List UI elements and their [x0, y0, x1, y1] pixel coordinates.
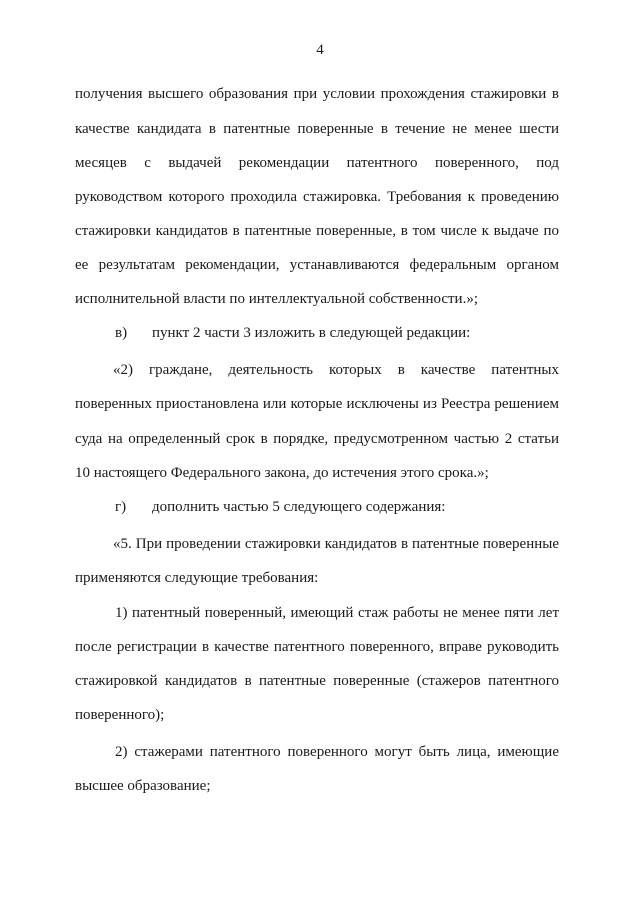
- paragraph-line: качестве кандидата в патентные поверенные в течение не менее шести: [75, 121, 559, 137]
- quote2-line: суда на определенный срок в порядке, предусмотренном частью 2 статьи: [75, 431, 559, 447]
- quote2-line: 10 настоящего Федерального закона, до истечения этого срока.»;: [75, 465, 489, 481]
- quote5-line: «5. При проведении стажировки кандидатов в патентные поверенные: [113, 536, 559, 552]
- paragraph-line: месяцев с выдачей рекомендации патентного поверенного, под: [75, 155, 559, 171]
- paragraph-line: ее результатам рекомендации, устанавливаются федеральным органом: [75, 257, 559, 273]
- item-v-label: в): [115, 325, 128, 341]
- paragraph-line: руководством которого проходила стажировка. Требования к проведению: [75, 189, 559, 205]
- requirement-2-line: высшее образование;: [75, 778, 211, 794]
- requirement-1-line: 1) патентный поверенный, имеющий стаж работы не менее пяти лет: [115, 605, 559, 621]
- paragraph-line: исполнительной власти по интеллектуальной собственности.»;: [75, 291, 479, 307]
- item-g-label: г): [115, 499, 127, 515]
- requirement-1-line: после регистрации в качестве патентного поверенного, вправе руководить: [75, 639, 559, 655]
- requirement-2-line: 2) стажерами патентного поверенного могут быть лица, имеющие: [115, 744, 559, 760]
- item-v-text: пункт 2 части 3 изложить в следующей редакции:: [152, 325, 471, 341]
- paragraph-line: стажировки кандидатов в патентные поверенные, в том числе к выдаче по: [75, 223, 559, 239]
- item-g-text: дополнить частью 5 следующего содержания:: [152, 499, 446, 515]
- page-number: 4: [316, 42, 324, 58]
- quote2-line: поверенных приостановлена или которые исключены из Реестра решением: [75, 396, 559, 412]
- requirement-1-line: поверенного);: [75, 707, 165, 723]
- paragraph-line: получения высшего образования при условии прохождения стажировки в: [75, 86, 559, 102]
- quote5-line: применяются следующие требования:: [75, 570, 319, 586]
- requirement-1-line: стажировкой кандидатов в патентные поверенные (стажеров патентного: [75, 673, 559, 689]
- quote2-line: «2) граждане, деятельность которых в качестве патентных: [113, 362, 559, 378]
